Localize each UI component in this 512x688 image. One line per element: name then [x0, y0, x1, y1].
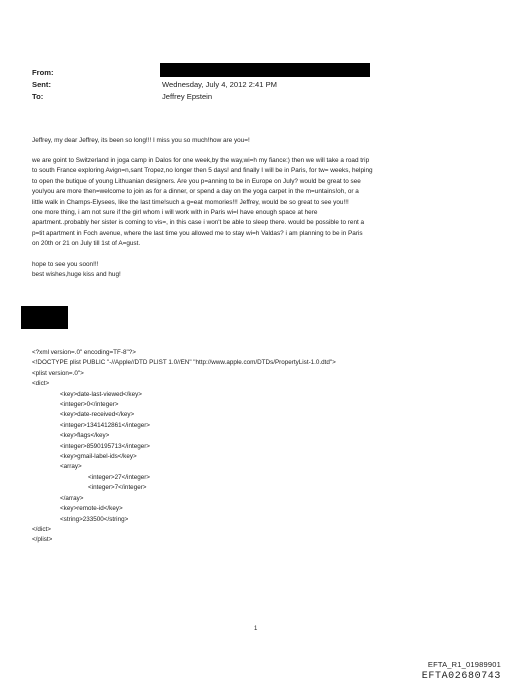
sent-label: Sent:	[32, 80, 51, 89]
xml-line: <integer>1341412861</integer>	[60, 421, 150, 429]
redacted-sender	[160, 63, 370, 77]
xml-line: <!DOCTYPE plist PUBLIC "-//Apple//DTD PLIST 1.0//EN" "http://www.apple.com/DTDs/PropertyList-1.0.dtd">	[32, 359, 336, 367]
xml-line: <integer>0</integer>	[60, 401, 119, 409]
paragraph-line: to south France exploring Avign=n,sant Tropez,no longer then 5 days! and finally I will be in Paris, for tw= weeks, helping	[32, 167, 373, 175]
xml-line: <dict>	[32, 380, 50, 388]
bates-id-primary: EFTA_R1_01989901	[427, 660, 501, 669]
xml-line: <key>date-received</key>	[60, 411, 135, 419]
xml-line: <key>gmail-label-ids</key>	[60, 453, 137, 461]
sent-value: Wednesday, July 4, 2012 2:41 PM	[162, 80, 277, 89]
xml-metadata	[32, 348, 336, 546]
greeting-line: Jeffrey, my dear Jeffrey, its been so long!!! I miss you so much!how are you=!	[32, 137, 250, 144]
paragraph-line: little walk in Champs-Elysees, like the last time!such a g=eat momories!!! Jeffrey, would be so great to see you!!!	[32, 198, 349, 206]
xml-line: <string>233500</string>	[60, 515, 129, 523]
page-number: 1	[254, 626, 258, 632]
email-paragraph	[32, 156, 494, 250]
bates-id-secondary: EFTA02680743	[421, 671, 501, 682]
xml-line: <plist version=.0">	[32, 369, 84, 377]
xml-line: </plist>	[32, 536, 53, 544]
paragraph-line: one more thing, i am not sure if the girl whom i will work with in Paris wi=l have enough space at here	[32, 209, 318, 217]
paragraph-line: on 20th or 21 on July till 1st of A=gust.	[32, 240, 141, 248]
xml-line: </array>	[60, 494, 84, 502]
xml-line: </dict>	[32, 525, 51, 533]
xml-line: <array>	[60, 463, 82, 471]
xml-line: <key>flags</key>	[60, 432, 110, 440]
xml-line: <?xml version=.0" encoding=TF-8"?>	[32, 349, 136, 356]
to-value: Jeffrey Epstein	[162, 92, 213, 101]
paragraph-line: apartment..probably her sister is coming to vis=, in this case i won't be able to sleep there. would be possible to rent a	[32, 219, 365, 227]
email-closing	[32, 260, 494, 281]
xml-line: <integer>7</integer>	[88, 484, 147, 492]
from-label: From:	[32, 68, 54, 77]
paragraph-line: p=tit apartment in Foch avenue, where the last time you allowed me to stay wi=h Valdas? i am planning to be in Paris	[32, 229, 363, 237]
paragraph-line: you!you are more then=welcome to join as for a dinner, or spend a day on the yoga carpet in the m=untains!oh, or a	[32, 188, 359, 196]
redacted-signature	[21, 306, 68, 329]
closing-line: hope to see you soon!!!	[32, 261, 99, 268]
xml-line: <integer>8590195713</integer>	[60, 442, 150, 450]
email-greeting	[32, 136, 494, 146]
paragraph-line: we are goint to Switzerland in joga camp in Dalos for one week,by the way,wi=h my fiance:) then we will take a road trip	[32, 157, 370, 164]
paragraph-line: to open the butique of young Lithuanian designers. Are you p=anning to be in Europe on July? would be great to see	[32, 177, 361, 185]
xml-line: <key>remote-id</key>	[60, 505, 123, 513]
closing-line: best wishes,huge kiss and hug!	[32, 271, 121, 279]
xml-line: <integer>27</integer>	[88, 473, 150, 481]
to-label: To:	[32, 92, 44, 101]
xml-line: <key>date-last-viewed</key>	[60, 390, 142, 398]
